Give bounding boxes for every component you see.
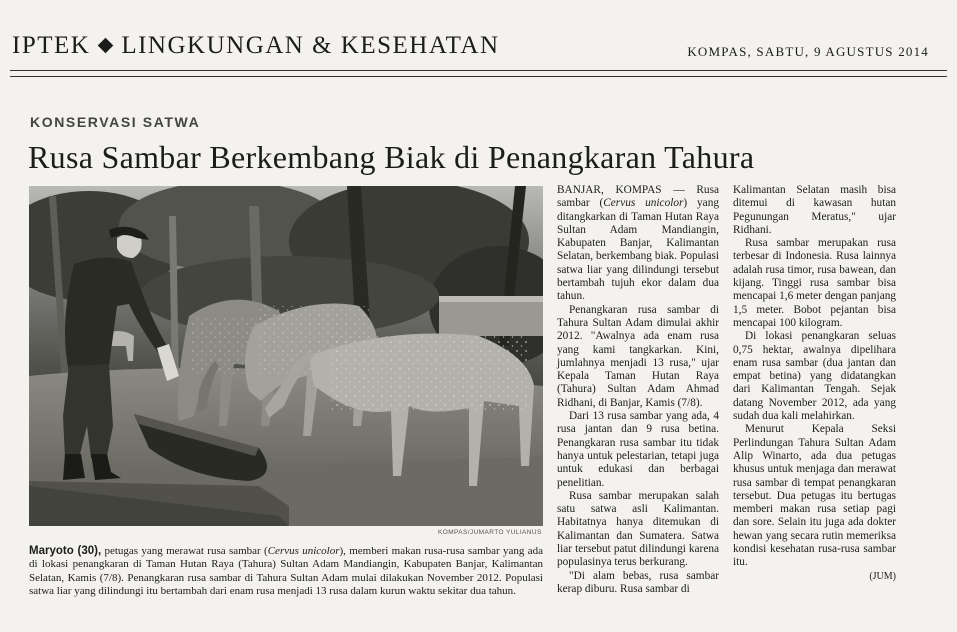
author-signoff: (JUM) bbox=[869, 570, 896, 582]
caption-text-2: ), memberi makan rusa-rusa sambar yang ada di lokasi penangkaran di Taman Hutan Raya (Tahura) Sultan Adam Mandiangin, Kabupaten Banjar, Kalimantan Selatan, Kamis (7/8). Penangkaran rusa sambar di Tahura Sultan Adam mulai dilakukan November 2012. Populasi satwa liar yang dilindungi itu bertambah dari enam rusa menjadi 13 rusa dalam kurun waktu sekitar dua tahun. bbox=[29, 545, 543, 597]
article-kicker: KONSERVASI SATWA bbox=[30, 114, 201, 130]
lead-text-cont: ) yang ditangkarkan di Taman Hutan Raya Sultan Adam Mandiangin, Kabupaten Banjar, Kalimantan Selatan, berkembang biak. Populasi satwa liar yang dilindungi tersebut bertambah tujuh ekor dalam dua tahun. bbox=[557, 197, 719, 303]
caption-latin-name: Cervus unicolor bbox=[267, 545, 340, 557]
deer-feeding-photo bbox=[29, 186, 543, 526]
paragraph: Di lokasi penangkaran seluas 0,75 hektar, awalnya dipelihara enam rusa sambar (dua jantan dan empat betina) yang didatangkan dari Kalimantan Tengah. Sejak datang November 2012, ada yang sudah dua kali melahirkan. bbox=[733, 330, 896, 423]
body-column-2 bbox=[733, 184, 896, 583]
header-rule-bottom bbox=[10, 76, 947, 77]
paragraph: Rusa sambar merupakan salah satu satwa asli Kalimantan. Habitatnya hanya ditemukan di Kalimantan dan Sumatera. Satwa liar tersebut patut dilindungi karena populasinya terus berkurang. bbox=[557, 489, 719, 569]
section-masthead bbox=[12, 32, 500, 60]
section-name-left: IPTEK bbox=[12, 32, 91, 59]
lead-text: BANJAR, KOMPAS — Rusa sambar ( bbox=[557, 184, 719, 210]
paragraph: Rusa sambar merupakan rusa terbesar di Indonesia. Rusa lainnya adalah rusa timor, rusa bawean, dan kijang. Tinggi rusa sambar bisa mencapai 1,6 meter dengan panjang 1,5 meter. Bobot pejantan bisa mencapai 100 kilogram. bbox=[733, 237, 896, 329]
latin-name: Cervus unicolor bbox=[603, 197, 684, 210]
article-headline: Rusa Sambar Berkembang Biak di Penangkaran Tahura bbox=[28, 139, 755, 175]
paragraph: Kalimantan Selatan masih bisa ditemui di kawasan hutan Pegunungan Meratus," ujar Ridhani. bbox=[733, 184, 896, 236]
section-name-right: LINGKUNGAN & KESEHATAN bbox=[121, 32, 500, 59]
photo-credit: KOMPAS/JUMARTO YULIANUS bbox=[438, 529, 542, 536]
diamond-icon bbox=[98, 38, 114, 54]
dateline: KOMPAS, SABTU, 9 AGUSTUS 2014 bbox=[687, 44, 929, 59]
paragraph: "Di alam bebas, rusa sambar kerap diburu. Rusa sambar di bbox=[557, 569, 719, 595]
caption-text-1: petugas yang merawat rusa sambar ( bbox=[101, 545, 268, 557]
paragraph: Penangkaran rusa sambar di Tahura Sultan Adam dimulai akhir 2012. "Awalnya ada enam rusa yang kami tangkarkan. Kini, jumlahnya menjadi 13 rusa," ujar Kepala Taman Hutan Raya (Tahura) Sultan Adam Ahmad Ridhani, di Banjar, Kamis (7/8). bbox=[557, 303, 719, 409]
photo-caption bbox=[29, 545, 543, 598]
paragraph: Dari 13 rusa sambar yang ada, 4 rusa jantan dan 9 rusa betina. Penangkaran rusa sambar itu tidak hanya untuk pelestarian, tetapi juga untuk edukasi dan berbagai penelitian. bbox=[557, 410, 719, 489]
article-photo bbox=[29, 186, 543, 526]
caption-name: Maryoto (30), bbox=[29, 545, 102, 557]
paragraph: Menurut Kepala Seksi Perlindungan Tahura Sultan Adam Alip Winarto, ada dua petugas khusus untuk menjaga dan merawat rusa sambar di tempat penangkaran tersebut. Dua petugas itu bertugas memberi makan rusa setiap pagi dan sore. Selain itu juga ada dokter hewan yang secara rutin memeriksa kondisi kesehatan rusa-rusa sambar itu. bbox=[733, 423, 896, 569]
paragraph bbox=[557, 184, 719, 304]
header-rule-top bbox=[10, 70, 947, 71]
body-column-1 bbox=[557, 184, 719, 596]
